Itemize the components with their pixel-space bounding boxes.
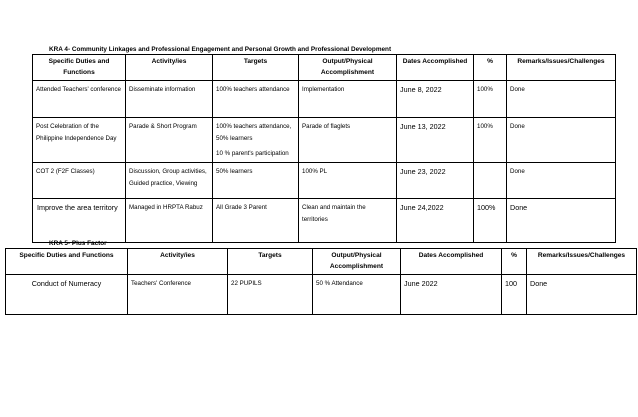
header-remarks: Remarks/Issues/Challenges — [527, 249, 637, 275]
date-cell: June 8, 2022 — [397, 81, 474, 118]
header-output: Output/Physical Accomplishment — [299, 55, 397, 81]
remarks-cell: Done — [507, 163, 616, 199]
header-percent: % — [474, 55, 507, 81]
output-cell: Parade of flaglets — [299, 118, 397, 163]
kra4-header-row — [33, 55, 616, 81]
remarks-cell: Done — [507, 199, 616, 243]
header-remarks: Remarks/Issues/Challenges — [507, 55, 616, 81]
remarks-cell: Done — [527, 275, 637, 315]
activity-cell: Disseminate information — [126, 81, 213, 118]
activity-cell: Managed in HRPTA Rabuz — [126, 199, 213, 243]
remarks-cell: Done — [507, 81, 616, 118]
kra4-table — [32, 54, 616, 243]
targets-cell: All Grade 3 Parent — [213, 199, 299, 243]
header-dates: Dates Accomplished — [397, 55, 474, 81]
percent-cell — [474, 163, 507, 199]
header-activities: Activity/ies — [128, 249, 228, 275]
date-cell: June 23, 2022 — [397, 163, 474, 199]
header-output: Output/Physical Accomplishment — [313, 249, 401, 275]
kra5-header-row — [6, 249, 637, 275]
remarks-cell: Done — [507, 118, 616, 163]
duty-cell: Attended Teachers' conference — [33, 81, 126, 118]
activity-cell: Discussion, Group activities, Guided practice, Viewing — [126, 163, 213, 199]
kra5-table — [5, 248, 637, 315]
targets-cell: 100% teachers attendance — [213, 81, 299, 118]
percent-cell: 100% — [474, 81, 507, 118]
percent-cell: 100% — [474, 118, 507, 163]
activity-cell: Parade & Short Program — [126, 118, 213, 163]
header-duties: Specific Duties and Functions — [33, 55, 126, 81]
output-cell: Clean and maintain the territories — [299, 199, 397, 243]
table-row — [33, 199, 616, 243]
percent-cell: 100% — [474, 199, 507, 243]
date-cell: June 13, 2022 — [397, 118, 474, 163]
output-cell: Implementation — [299, 81, 397, 118]
duty-cell: Post Celebration of the Philippine Independence Day — [33, 118, 126, 163]
header-activities: Activity/ies — [126, 55, 213, 81]
table-row — [6, 275, 637, 315]
table-row — [33, 118, 616, 163]
targets-cell: 22 PUPILS — [228, 275, 313, 315]
date-cell: June 24,2022 — [397, 199, 474, 243]
output-cell: 50 % Attendance — [313, 275, 401, 315]
percent-cell: 100 — [502, 275, 527, 315]
kra4-title: KRA 4- Community Linkages and Professional Engagement and Personal Growth and Professional Development — [49, 46, 392, 53]
targets-cell: 50% learners — [213, 163, 299, 199]
output-cell: 100% PL — [299, 163, 397, 199]
header-targets: Targets — [213, 55, 299, 81]
header-dates: Dates Accomplished — [401, 249, 502, 275]
activity-cell: Teachers' Conference — [128, 275, 228, 315]
duty-cell: COT 2 (F2F Classes) — [33, 163, 126, 199]
duty-cell: Improve the area territory — [33, 199, 126, 243]
header-targets: Targets — [228, 249, 313, 275]
duty-cell: Conduct of Numeracy — [6, 275, 128, 315]
table-row — [33, 81, 616, 118]
date-cell: June 2022 — [401, 275, 502, 315]
header-duties: Specific Duties and Functions — [6, 249, 128, 275]
table-row — [33, 163, 616, 199]
targets-cell: 100% teachers attendance, 50% learners 10 % parent's participation — [213, 118, 299, 163]
header-percent: % — [502, 249, 527, 275]
kra5-title: KRA 5- Plus Factor — [49, 240, 107, 247]
